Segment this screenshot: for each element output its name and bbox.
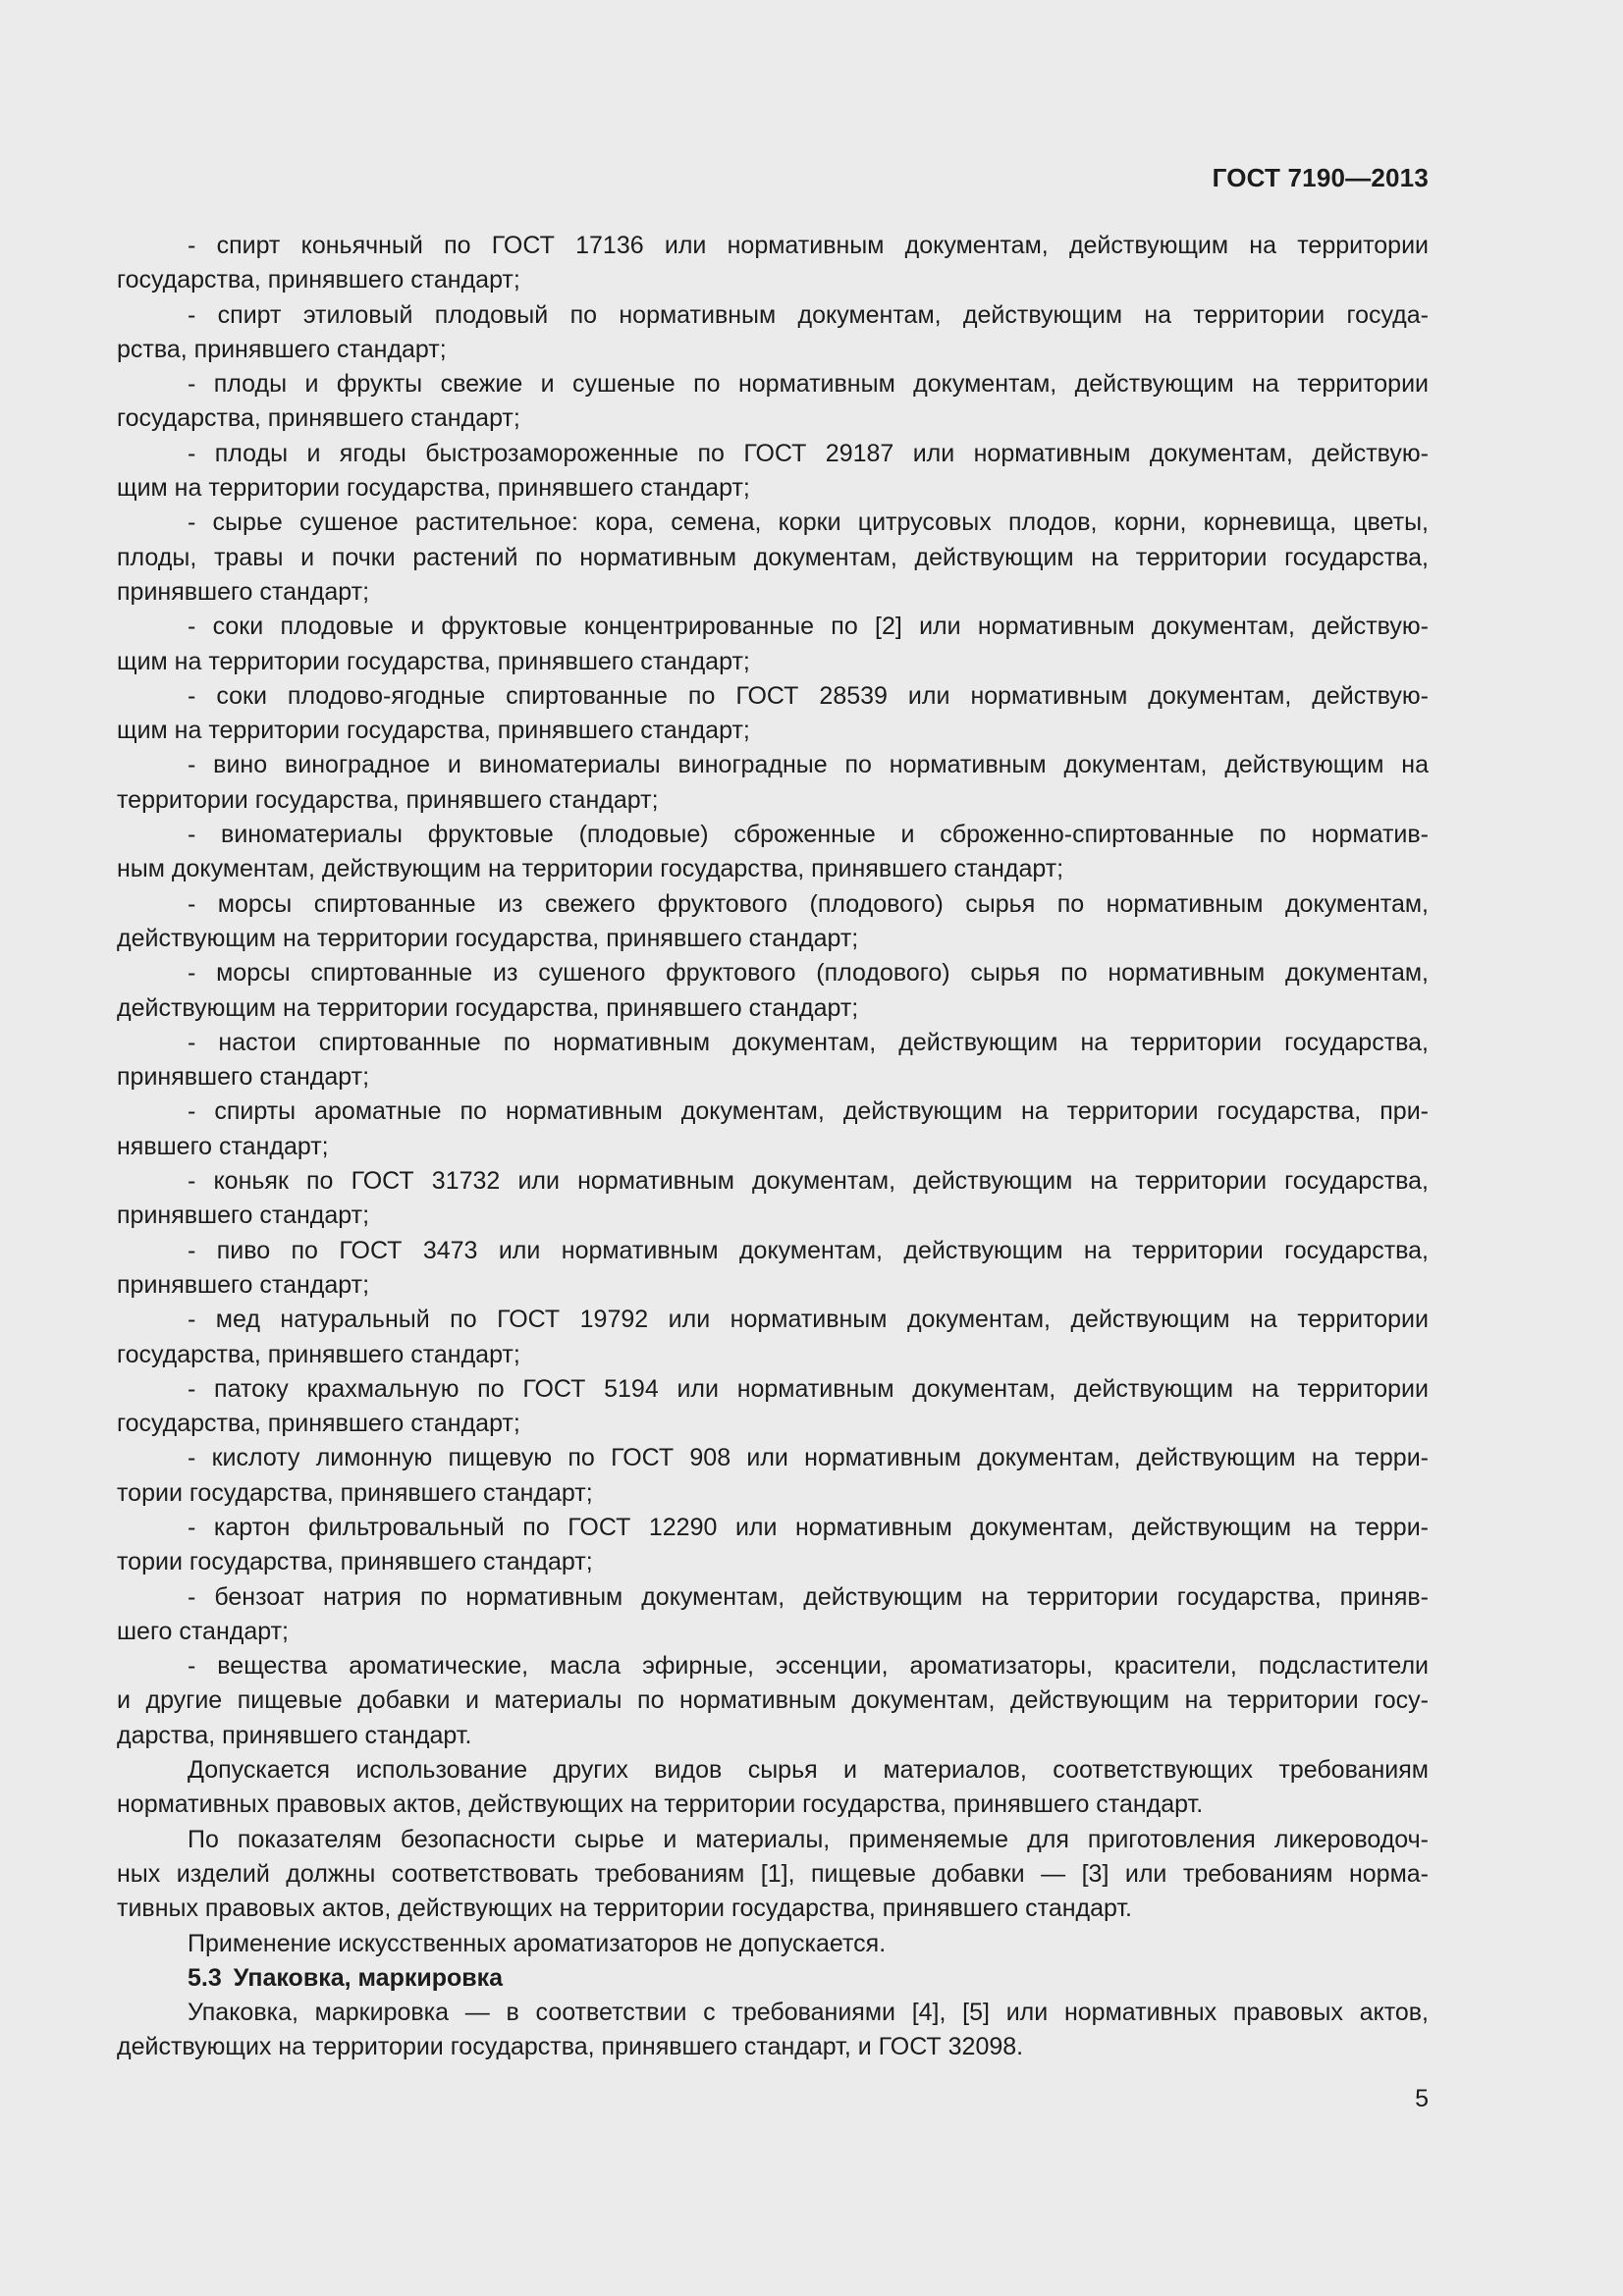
list-item-line: ным документам, действующим на территории государства, принявшего стандарт;: [117, 855, 1064, 883]
document-body: [117, 229, 1429, 2065]
list-item-line: - соки плодово-ягодные спиртованные по ГОСТ 28539 или нормативным документам, действую-: [188, 681, 1429, 710]
list-item-line: - патоку крахмальную по ГОСТ 5194 или нормативным документам, действующим на территории: [188, 1374, 1429, 1403]
list-item-line: щим на территории государства, принявшего стандарт;: [117, 474, 750, 503]
list-item-line: нявшего стандарт;: [117, 1132, 329, 1160]
list-item: [117, 1026, 1429, 1095]
list-item: [117, 887, 1429, 957]
list-item-line: действующим на территории государства, принявшего стандарт;: [117, 924, 859, 952]
list-item: [117, 437, 1429, 507]
paragraph-line: нормативных правовых актов, действующих на территории государства, принявшего стандарт.: [117, 1790, 1204, 1819]
list-item: [117, 748, 1429, 818]
list-item-line: - пиво по ГОСТ 3473 или нормативным документам, действующим на территории государства,: [188, 1236, 1429, 1264]
paragraph-line: Применение искусственных ароматизаторов не допускается.: [188, 1929, 887, 1957]
list-item-line: - спирты ароматные по нормативным документам, действующим на территории государства, при-: [188, 1097, 1429, 1126]
list-item: [117, 1303, 1429, 1372]
list-item-line: - соки плодовые и фруктовые концентрированные по [2] или нормативным документам, действую-: [188, 613, 1429, 641]
list-item-line: государства, принявшего стандарт;: [117, 1340, 520, 1368]
list-item-line: территории государства, принявшего стандарт;: [117, 785, 659, 814]
paragraph-line: действующих на территории государства, принявшего стандарт, и ГОСТ 32098.: [117, 2033, 1024, 2061]
list-item-line: государства, принявшего стандарт;: [117, 1410, 520, 1438]
list-item: [117, 956, 1429, 1026]
list-item-line: дарства, принявшего стандарт.: [117, 1721, 472, 1749]
paragraph-line: По показателям безопасности сырье и материалы, применяемые для приготовления ликероводоч-: [188, 1825, 1429, 1853]
list-item-line: принявшего стандарт;: [117, 1063, 370, 1092]
list-item-line: - вино виноградное и виноматериалы виноградные по нормативным документам, действующим на: [188, 751, 1429, 779]
paragraph-line: тивных правовых актов, действующих на территории государства, принявшего стандарт.: [117, 1895, 1132, 1923]
list-item-line: плоды, травы и почки растений по нормативным документам, действующим на территории государства,: [117, 543, 1429, 571]
list-item-line: - сырье сушеное растительное: кора, семена, корки цитрусовых плодов, корни, корневища, цветы,: [188, 508, 1429, 537]
list-item: [117, 367, 1429, 437]
list-item: [117, 1372, 1429, 1442]
paragraph: [117, 1823, 1429, 1927]
list-item: [117, 818, 1429, 887]
list-item-line: - плоды и ягоды быстрозамороженные по ГОСТ 29187 или нормативным документам, действую-: [188, 439, 1429, 467]
list-item-line: - спирт этиловый плодовый по нормативным документам, действующим на территории госуда-: [188, 300, 1429, 329]
list-item: [117, 679, 1429, 749]
section-title: Упаковка, маркировка: [233, 1963, 504, 1992]
list-item: [117, 506, 1429, 610]
list-item-line: - морсы спиртованные из сушеного фруктового (плодового) сырья по нормативным документам,: [188, 959, 1429, 988]
list-item-line: - настои спиртованные по нормативным документам, действующим на территории государства,: [188, 1028, 1429, 1056]
list-item-line: тории государства, принявшего стандарт;: [117, 1478, 593, 1507]
list-item-line: - спирт коньячный по ГОСТ 17136 или нормативным документам, действующим на территории: [188, 232, 1429, 259]
list-item-line: шего стандарт;: [117, 1617, 289, 1645]
list-item: [117, 1649, 1429, 1753]
list-item: [117, 1441, 1429, 1511]
list-item: [117, 229, 1429, 298]
list-item-line: рства, принявшего стандарт;: [117, 335, 447, 363]
list-item-line: принявшего стандарт;: [117, 577, 370, 606]
page-number: 5: [1415, 2085, 1429, 2112]
list-item-line: действующим на территории государства, принявшего стандарт;: [117, 993, 859, 1022]
paragraph-line: Упаковка, маркировка — в соответствии с требованиями [4], [5] или нормативных правовых актов,: [188, 1999, 1429, 2027]
section-heading: [117, 1961, 1429, 1996]
list-item-line: тории государства, принявшего стандарт;: [117, 1548, 593, 1576]
list-item-line: - бензоат натрия по нормативным документам, действующим на территории государства, приняв-: [188, 1582, 1429, 1611]
list-item: [117, 1580, 1429, 1650]
list-item: [117, 1164, 1429, 1234]
list-item-line: принявшего стандарт;: [117, 1201, 370, 1230]
paragraph-line: ных изделий должны соответствовать требованиям [1], пищевые добавки — [3] или требованиям норма-: [117, 1859, 1429, 1888]
list-item-line: - кислоту лимонную пищевую по ГОСТ 908 или нормативным документам, действующим на терри-: [188, 1444, 1429, 1472]
list-item-line: - картон фильтровальный по ГОСТ 12290 или нормативным документам, действующим на терри-: [188, 1513, 1429, 1541]
list-item: [117, 1234, 1429, 1304]
paragraph: [117, 1927, 1429, 1961]
list-item: [117, 1511, 1429, 1580]
section-paragraph: [117, 1996, 1429, 2065]
document-code-header: ГОСТ 7190—2013: [1212, 163, 1429, 192]
list-item-line: - виноматериалы фруктовые (плодовые) сброженные и сброженно-спиртованные по норматив-: [188, 821, 1429, 849]
list-item-line: - вещества ароматические, масла эфирные, эссенции, ароматизаторы, красители, подсластители: [188, 1652, 1429, 1681]
list-item-line: - плоды и фрукты свежие и сушеные по нормативным документам, действующим на территории: [188, 370, 1429, 399]
list-item-line: и другие пищевые добавки и материалы по нормативным документам, действующим на территории госу-: [117, 1686, 1429, 1715]
paragraph-line: Допускается использование других видов сырья и материалов, соответствующих требованиям: [188, 1756, 1429, 1785]
list-item: [117, 298, 1429, 368]
list-item-line: государства, принявшего стандарт;: [117, 266, 520, 294]
list-item-line: - мед натуральный по ГОСТ 19792 или нормативным документам, действующим на территории: [188, 1306, 1429, 1334]
list-item: [117, 610, 1429, 679]
list-item-line: принявшего стандарт;: [117, 1270, 370, 1299]
paragraph: [117, 1753, 1429, 1823]
list-item-line: государства, принявшего стандарт;: [117, 404, 520, 433]
section-number: 5.3: [188, 1963, 222, 1992]
list-item-line: щим на территории государства, принявшего стандарт;: [117, 647, 750, 675]
list-item: [117, 1095, 1429, 1164]
list-item-line: - морсы спиртованные из свежего фруктового (плодового) сырья по нормативным документам,: [188, 889, 1429, 918]
list-item-line: щим на территории государства, принявшего стандарт;: [117, 717, 750, 745]
list-item-line: - коньяк по ГОСТ 31732 или нормативным документам, действующим на территории государства,: [188, 1167, 1429, 1196]
